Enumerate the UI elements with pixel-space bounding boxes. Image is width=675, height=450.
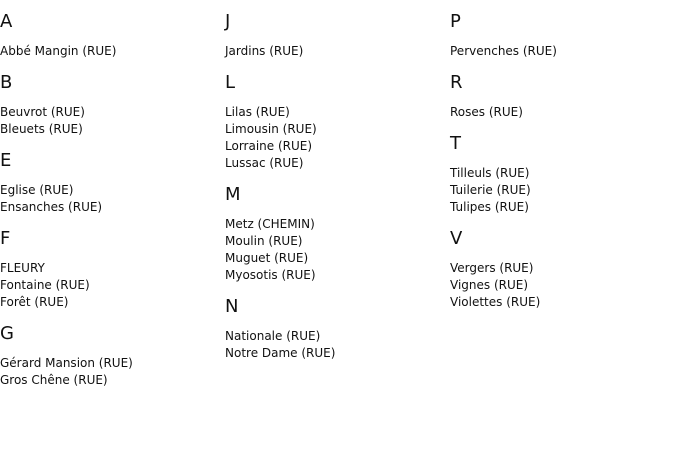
street-list-item <box>0 43 215 60</box>
letter-heading: V <box>450 228 463 249</box>
street-link[interactable]: Jardins (RUE) <box>225 44 304 58</box>
street-link[interactable]: Abbé Mangin (RUE) <box>0 44 117 58</box>
street-list-item <box>225 155 440 172</box>
letter-group-a <box>0 12 215 60</box>
letter-heading: A <box>0 11 13 32</box>
street-link[interactable]: Vignes (RUE) <box>450 278 529 292</box>
street-link[interactable]: Bleuets (RUE) <box>0 122 83 136</box>
street-list-item <box>450 182 665 199</box>
street-link[interactable]: Metz (CHEMIN) <box>225 217 315 231</box>
street-link[interactable]: Lilas (RUE) <box>225 105 290 119</box>
street-link[interactable]: Gros Chêne (RUE) <box>0 373 108 387</box>
street-link[interactable]: Muguet (RUE) <box>225 251 309 265</box>
street-list-item <box>225 104 440 121</box>
street-link[interactable]: Lorraine (RUE) <box>225 139 313 153</box>
street-link[interactable]: Gérard Mansion (RUE) <box>0 356 133 370</box>
letter-heading: P <box>450 11 461 32</box>
letter-group-e <box>0 151 215 216</box>
letter-heading: T <box>450 133 461 154</box>
street-list-item <box>0 121 215 138</box>
street-list-item <box>0 372 215 389</box>
street-list-item <box>225 121 440 138</box>
letter-group-v <box>450 229 665 311</box>
street-list-item <box>0 277 215 294</box>
letter-heading: N <box>225 296 239 317</box>
street-list <box>0 104 215 138</box>
street-list-item <box>225 216 440 233</box>
letter-heading: E <box>0 150 12 171</box>
street-list-item <box>225 233 440 250</box>
street-list-item <box>0 104 215 121</box>
street-link[interactable]: FLEURY <box>0 261 45 275</box>
street-list <box>0 182 215 216</box>
letter-group-f <box>0 229 215 311</box>
street-link[interactable]: Nationale (RUE) <box>225 329 321 343</box>
street-list-item <box>450 43 665 60</box>
street-link[interactable]: Notre Dame (RUE) <box>225 346 336 360</box>
street-list <box>0 43 215 60</box>
street-link[interactable]: Vergers (RUE) <box>450 261 534 275</box>
street-list <box>225 104 440 172</box>
letter-heading: F <box>0 228 11 249</box>
street-list <box>0 355 215 389</box>
street-link[interactable]: Tilleuls (RUE) <box>450 166 530 180</box>
street-index-column-2 <box>225 12 440 362</box>
street-list-item <box>0 294 215 311</box>
street-list-item <box>225 138 440 155</box>
street-link[interactable]: Myosotis (RUE) <box>225 268 316 282</box>
letter-group-j <box>225 12 440 60</box>
street-link[interactable]: Roses (RUE) <box>450 105 523 119</box>
street-list-item <box>450 277 665 294</box>
street-list-item <box>225 328 440 345</box>
street-index-column-1 <box>0 12 215 389</box>
street-list-item <box>450 260 665 277</box>
street-list-item <box>450 199 665 216</box>
street-list <box>225 216 440 284</box>
street-list-item <box>0 355 215 372</box>
street-index-column-3 <box>450 12 665 311</box>
street-list-item <box>0 199 215 216</box>
letter-group-t <box>450 134 665 216</box>
letter-heading: L <box>225 72 236 93</box>
street-list-item <box>450 104 665 121</box>
street-list-item <box>225 345 440 362</box>
letter-group-m <box>225 185 440 284</box>
letter-group-b <box>0 73 215 138</box>
street-list-item <box>450 165 665 182</box>
street-link[interactable]: Violettes (RUE) <box>450 295 541 309</box>
letter-group-g <box>0 324 215 389</box>
letter-heading: B <box>0 72 13 93</box>
street-list <box>450 260 665 311</box>
letter-heading: R <box>450 72 463 93</box>
street-list <box>450 165 665 216</box>
street-list <box>450 104 665 121</box>
street-link[interactable]: Beuvrot (RUE) <box>0 105 85 119</box>
street-link[interactable]: Limousin (RUE) <box>225 122 317 136</box>
street-link[interactable]: Ensanches (RUE) <box>0 200 103 214</box>
street-list-item <box>225 250 440 267</box>
street-list-item <box>225 43 440 60</box>
street-list-item <box>0 182 215 199</box>
street-list <box>0 260 215 311</box>
street-link[interactable]: Forêt (RUE) <box>0 295 69 309</box>
street-list-item <box>0 260 215 277</box>
street-link[interactable]: Eglise (RUE) <box>0 183 74 197</box>
letter-heading: M <box>225 184 241 205</box>
street-link[interactable]: Fontaine (RUE) <box>0 278 90 292</box>
street-link[interactable]: Pervenches (RUE) <box>450 44 557 58</box>
letter-group-p <box>450 12 665 60</box>
letter-heading: J <box>225 11 231 32</box>
street-list <box>225 43 440 60</box>
street-list-item <box>225 267 440 284</box>
street-link[interactable]: Moulin (RUE) <box>225 234 303 248</box>
street-list <box>225 328 440 362</box>
letter-group-l <box>225 73 440 172</box>
letter-group-n <box>225 297 440 362</box>
street-list <box>450 43 665 60</box>
street-list-item <box>450 294 665 311</box>
street-link[interactable]: Tulipes (RUE) <box>450 200 529 214</box>
street-link[interactable]: Lussac (RUE) <box>225 156 304 170</box>
letter-heading: G <box>0 323 14 344</box>
street-link[interactable]: Tuilerie (RUE) <box>450 183 531 197</box>
letter-group-r <box>450 73 665 121</box>
